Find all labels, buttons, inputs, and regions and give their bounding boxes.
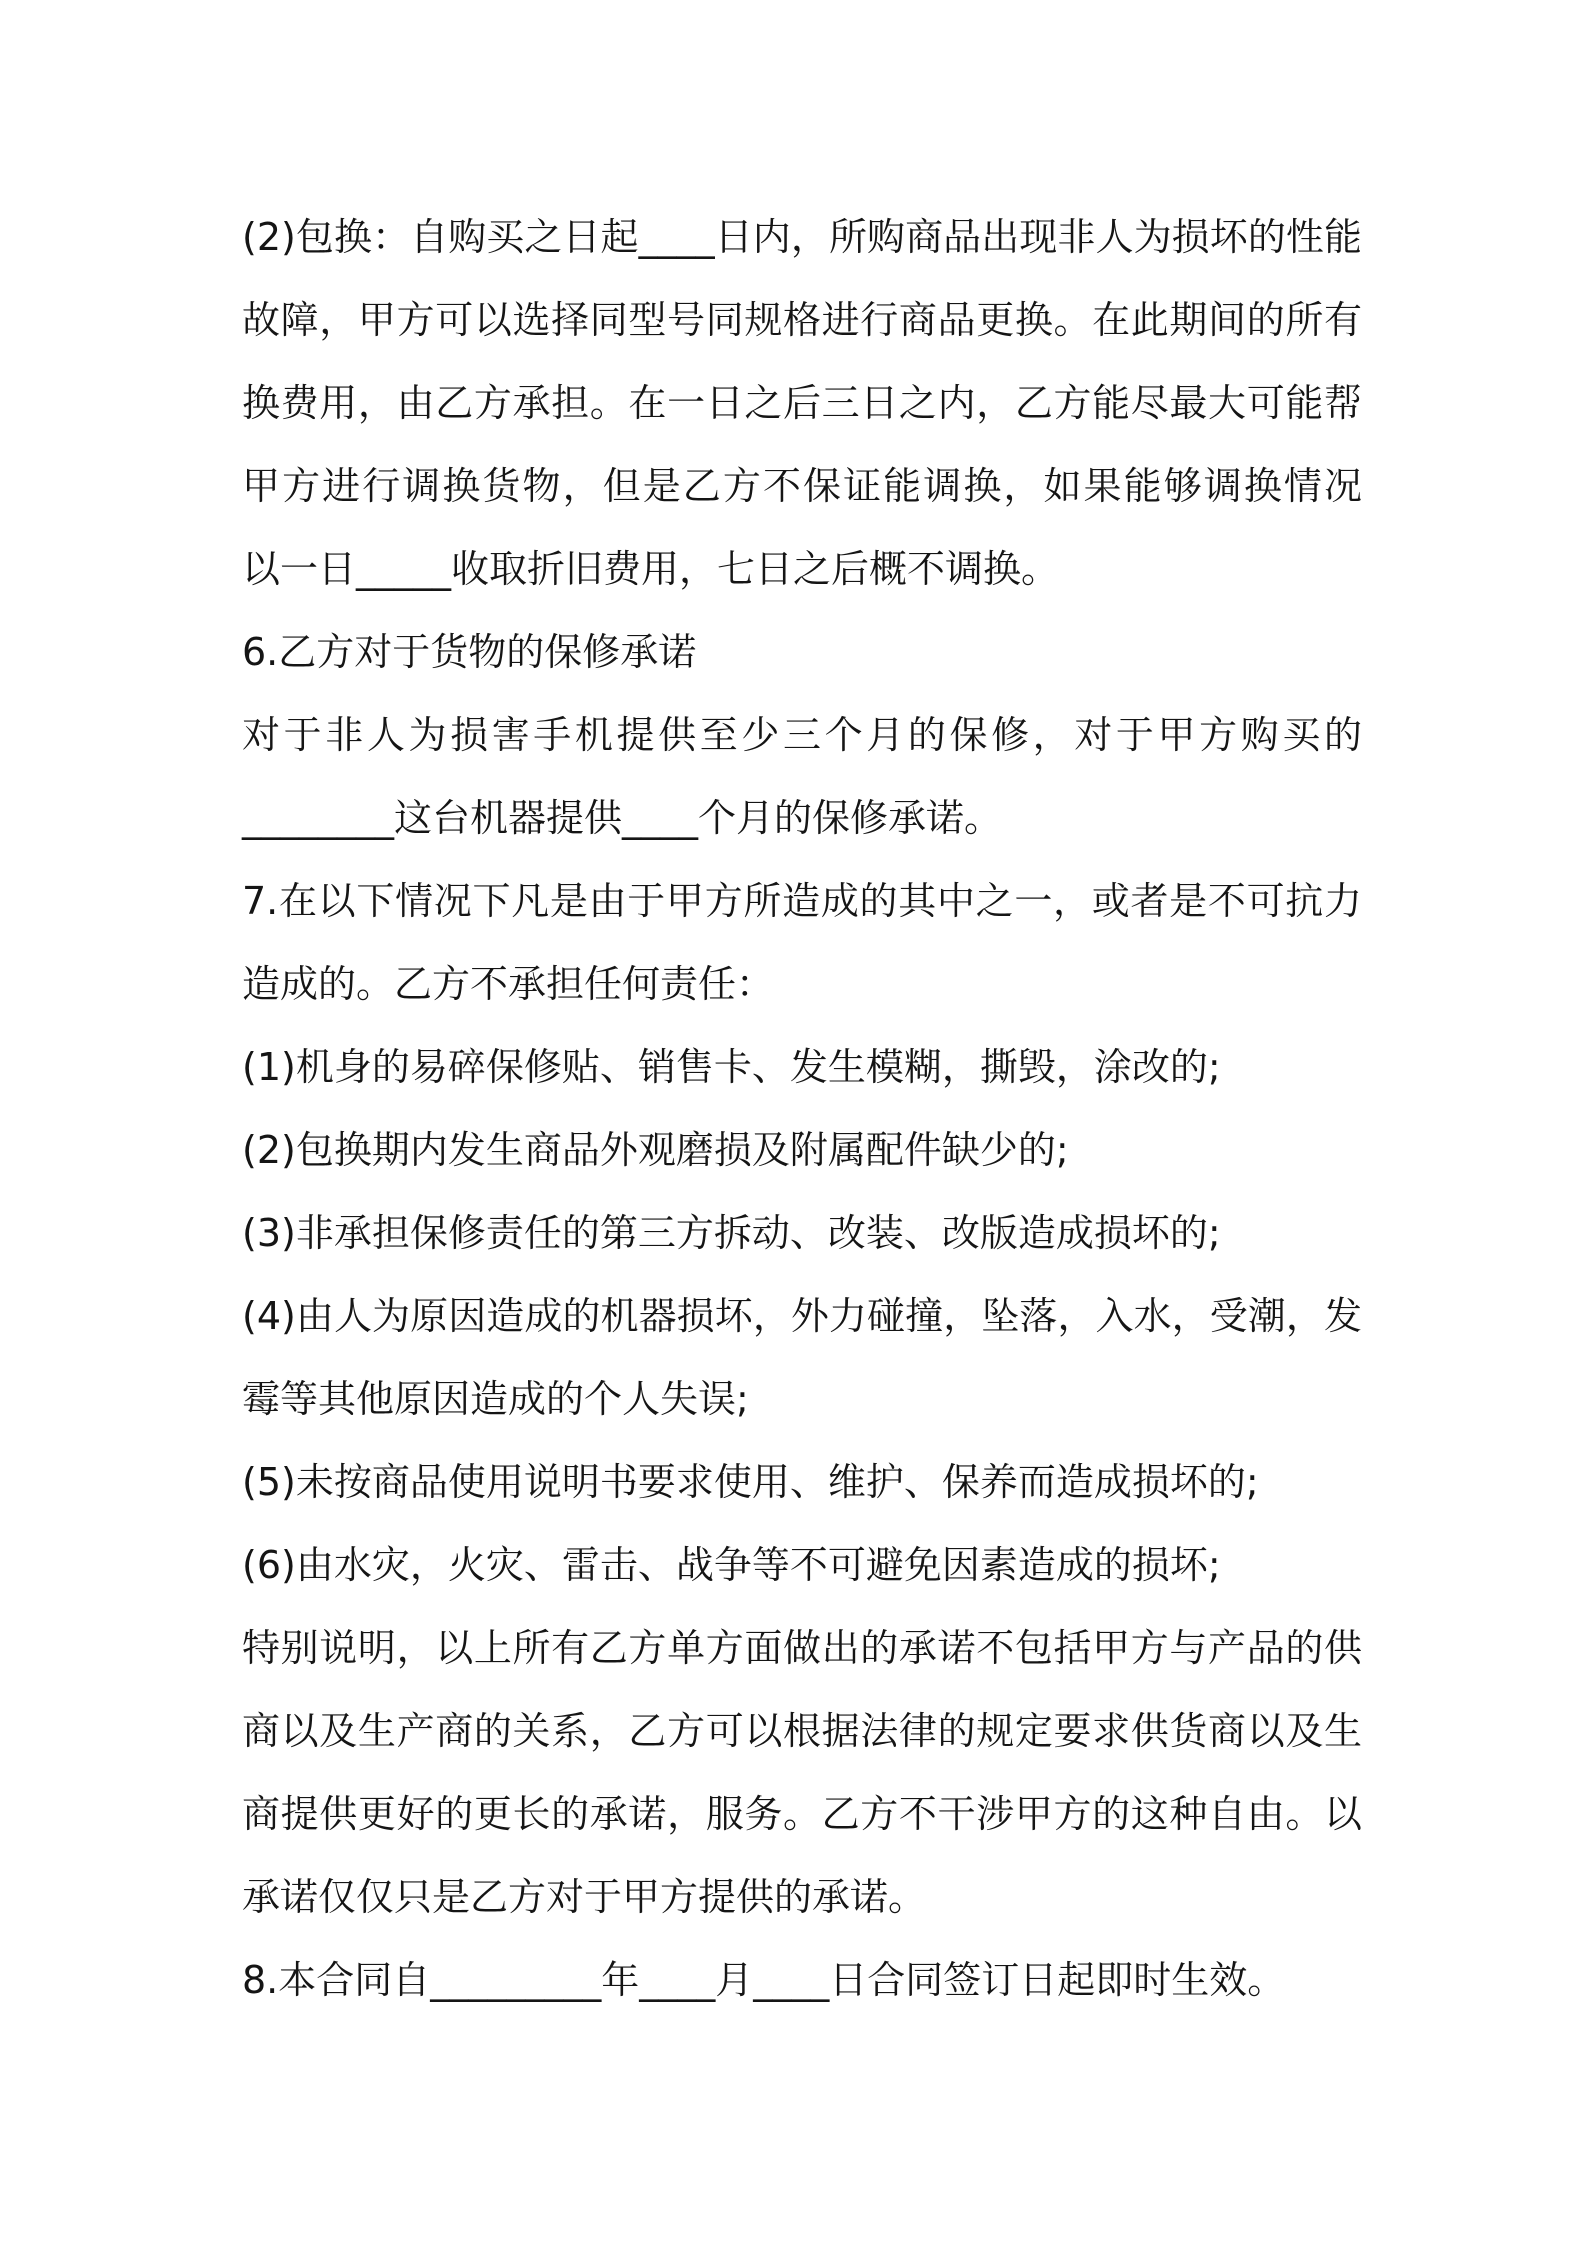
clause-5-2-line-4: 甲方进行调换货物，但是乙方不保证能调换，如果能够调换情况 bbox=[242, 464, 1362, 508]
document-body bbox=[242, 196, 1362, 2022]
section-8-effective-date: 8.本合同自_________年____月____日合同签订日起即时生效。 bbox=[242, 1958, 1286, 2002]
special-note-line-2: 商以及生产商的关系，乙方可以根据法律的规定要求供货商以及生 bbox=[242, 1709, 1362, 1753]
special-note-line-4: 承诺仅仅只是乙方对于甲方提供的承诺。 bbox=[242, 1875, 927, 1919]
exclusion-item-6: (6)由水灾，火灾、雷击、战争等不可避免因素造成的损坏; bbox=[242, 1543, 1221, 1587]
exclusion-item-3: (3)非承担保修责任的第三方拆动、改装、改版造成损坏的; bbox=[242, 1211, 1221, 1255]
section-7-line-2: 造成的。乙方不承担任何责任： bbox=[242, 962, 775, 1006]
clause-5-2-line-1: (2)包换：自购买之日起____日内，所购商品出现非人为损坏的性能 bbox=[242, 215, 1362, 259]
exclusion-item-4-line-2: 霉等其他原因造成的个人失误; bbox=[242, 1377, 749, 1421]
clause-5-2-line-5: 以一日_____收取折旧费用，七日之后概不调换。 bbox=[242, 547, 1060, 591]
special-note-line-1: 特别说明，以上所有乙方单方面做出的承诺不包括甲方与产品的供 bbox=[242, 1626, 1362, 1670]
section-6-line-1: 对于非人为损害手机提供至少三个月的保修，对于甲方购买的 bbox=[242, 713, 1362, 757]
section-6-line-2: ________这台机器提供____个月的保修承诺。 bbox=[242, 796, 1003, 840]
special-note-line-3: 商提供更好的更长的承诺，服务。乙方不干涉甲方的这种自由。以 bbox=[242, 1792, 1362, 1836]
section-6-heading: 6.乙方对于货物的保修承诺 bbox=[242, 630, 697, 674]
exclusion-item-2: (2)包换期内发生商品外观磨损及附属配件缺少的; bbox=[242, 1128, 1069, 1172]
clause-5-2-line-2: 故障，甲方可以选择同型号同规格进行商品更换。在此期间的所有 bbox=[242, 298, 1362, 342]
exclusion-item-4-line-1: (4)由人为原因造成的机器损坏，外力碰撞，坠落，入水，受潮，发 bbox=[242, 1294, 1362, 1338]
exclusion-item-5: (5)未按商品使用说明书要求使用、维护、保养而造成损坏的; bbox=[242, 1460, 1259, 1504]
clause-5-2-line-3: 换费用，由乙方承担。在一日之后三日之内，乙方能尽最大可能帮 bbox=[242, 381, 1362, 425]
exclusion-item-1: (1)机身的易碎保修贴、销售卡、发生模糊，撕毁，涂改的; bbox=[242, 1045, 1221, 1089]
section-7-line-1: 7.在以下情况下凡是由于甲方所造成的其中之一，或者是不可抗力 bbox=[242, 879, 1362, 923]
